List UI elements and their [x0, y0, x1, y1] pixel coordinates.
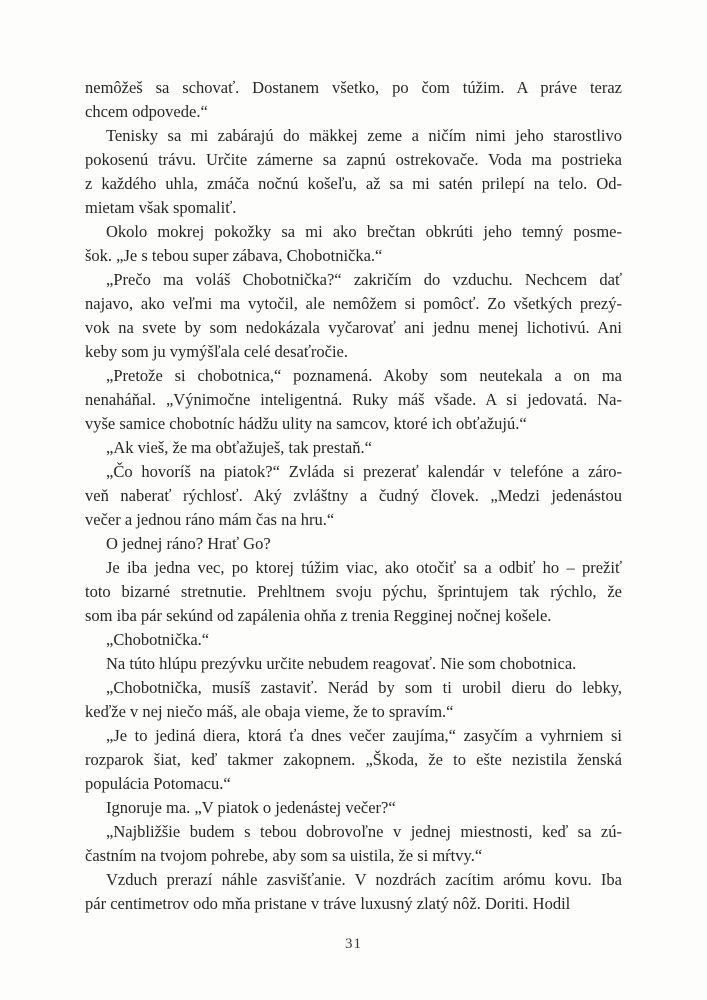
text-line: mietam však spomaliť. — [85, 198, 237, 217]
paragraph — [85, 652, 622, 676]
text-line: „Je to jediná diera, ktorá ťa dnes večer zaujíma,“ zasyčím a vyhrniem si — [106, 726, 622, 745]
text-line: „Prečo ma voláš Chobotnička?“ zakričím do vzduchu. Nechcem dať — [106, 270, 622, 289]
text-line: nemôžeš sa schovať. Dostanem všetko, po čom túžim. A práve teraz — [85, 78, 622, 97]
text-line: „Čo hovoríš na piatok?“ Zvláda si prezerať kalendár v telefóne a záro- — [106, 462, 622, 481]
paragraph — [85, 868, 622, 916]
page-number: 31 — [345, 936, 362, 952]
paragraph — [85, 676, 622, 724]
text-line: vok na svete by som nedokázala vyčarovať ani jednu menej lichotivú. Ani — [85, 318, 622, 337]
paragraph — [85, 556, 622, 628]
paragraph — [85, 724, 622, 796]
text-line: pár centimetrov odo mňa pristane v tráve luxusný zlatý nôž. Doriti. Hodil — [85, 894, 571, 913]
text-line: pokosenú trávu. Určite zámerne sa zapnú ostrekovače. Voda ma postrieka — [85, 150, 622, 169]
text-line: Na túto hlúpu prezývku určite nebudem reagovať. Nie som chobotnica. — [106, 654, 577, 673]
text-line: Je iba jedna vec, po ktorej túžim viac, ako otočiť sa a odbiť ho – prežiť — [106, 558, 622, 577]
text-line: toto bizarné stretnutie. Prehltnem svoju pýchu, šprintujem tak rýchlo, že — [85, 582, 622, 601]
text-line: večer a jednou ráno mám čas na hru.“ — [85, 510, 335, 529]
text-line: keďže v nej niečo máš, ale obaja vieme, že to spravím.“ — [85, 702, 454, 721]
text-line: chcem odpovede.“ — [85, 102, 208, 121]
paragraph — [85, 436, 622, 460]
paragraph — [85, 364, 622, 436]
text-line: Ignoruje ma. „V piatok o jedenástej večer?“ — [106, 798, 396, 817]
text-line: som iba pár sekúnd od zapálenia ohňa z trenia Regginej nočnej košele. — [85, 606, 552, 625]
text-line: Tenisky sa mi zabárajú do mäkkej zeme a ničím nimi jeho starostlivo — [106, 126, 622, 145]
paragraph — [85, 796, 622, 820]
paragraph — [85, 124, 622, 220]
paragraph — [85, 532, 622, 556]
text-line: keby som ju vymýšľala celé desaťročie. — [85, 342, 349, 361]
text-line: „Chobotnička.“ — [106, 630, 210, 649]
text-line: z každého uhla, zmáča nočnú košeľu, až sa mi satén prilepí na telo. Od- — [85, 174, 622, 193]
text-line: populácia Potomacu.“ — [85, 774, 231, 793]
paragraph — [85, 220, 622, 268]
text-line: šok. „Je s tebou super zábava, Chobotnička.“ — [85, 246, 383, 265]
text-line: veň naberať rýchlosť. Aký zvláštny a čudný človek. „Medzi jedenástou — [85, 486, 622, 505]
text-line: vyše samice chobotníc hádžu ulity na samcov, ktoré ich obťažujú.“ — [85, 414, 527, 433]
text-line: nenaháňal. „Výnimočne inteligentná. Ruky máš všade. A si jedovatá. Na- — [85, 390, 622, 409]
text-line: „Chobotnička, musíš zastaviť. Nerád by som ti urobil dieru do lebky, — [106, 678, 622, 697]
text-line: Okolo mokrej pokožky sa mi ako brečtan obkrúti jeho temný posme- — [106, 222, 622, 241]
text-line: častním na tvojom pohrebe, aby som sa uistila, že si mŕtvy.“ — [85, 846, 483, 865]
text-line: „Najbližšie budem s tebou dobrovoľne v jednej miestnosti, keď sa zú- — [106, 822, 622, 841]
text-line: Vzduch prerazí náhle zasvišťanie. V nozdrách zacítim arómu kovu. Iba — [106, 870, 622, 889]
text-line: „Ak vieš, že ma obťažuješ, tak prestaň.“ — [106, 438, 372, 457]
text-line: rozparok šiat, keď takmer zakopnem. „Škoda, že to ešte nezistila ženská — [85, 750, 622, 769]
text-line: „Pretože si chobotnica,“ poznamená. Akoby som neutekala a on ma — [106, 366, 622, 385]
paragraph — [85, 268, 622, 364]
paragraph — [85, 628, 622, 652]
text-block — [85, 76, 622, 916]
paragraph — [85, 460, 622, 532]
paragraph — [85, 820, 622, 868]
text-line: O jednej ráno? Hrať Go? — [106, 534, 271, 553]
paragraph — [85, 76, 622, 124]
text-line: najavo, ako veľmi ma vytočil, ale nemôžem si pomôcť. Zo všetkých prezý- — [85, 294, 622, 313]
